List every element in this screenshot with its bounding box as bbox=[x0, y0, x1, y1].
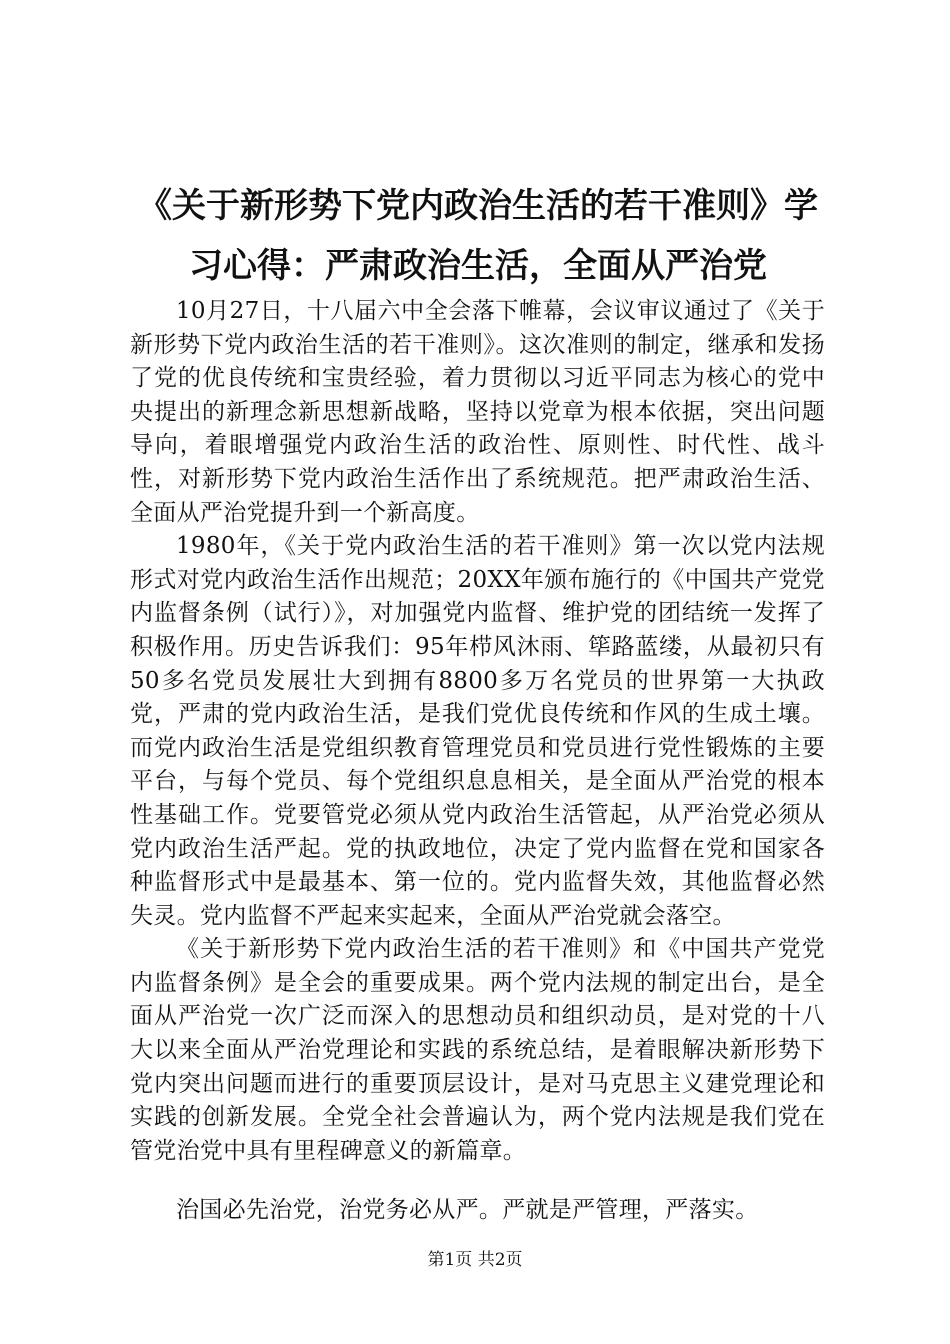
paragraph-1: 10月27日，十八届六中全会落下帷幕，会议审议通过了《关于新形势下党内政治生活的若干准则》。这次准则的制定，继承和发扬了党的优良传统和宝贵经验，着力贯彻以习近平同志为核心的党中央提出的新理念新思想新战略，坚持以党章为根本依据，突出问题导向，着眼增强党内政治生活的政治性、原则性、时代性、战斗性，对新形势下党内政治生活作出了系统规范。把严肃政治生活、全面从严治党提升到一个新高度。 bbox=[130, 298, 825, 526]
paragraph-3: 《关于新形势下党内政治生活的若干准则》和《中国共产党党内监督条例》是全会的重要成果。两个党内法规的制定出台，是全面从严治党一次广泛而深入的思想动员和组织动员，是对党的十八大以来全面从严治党理论和实践的系统总结，是着眼解决新形势下党内突出问题而进行的重要顶层设计，是对马克思主义建党理论和实践的创新发展。全党全社会普遍认为，两个党内法规是我们党在管党治党中具有里程碑意义的新篇章。 bbox=[130, 936, 825, 1164]
document-title: 《关于新形势下党内政治生活的若干准则》学习心得：严肃政治生活，全面从严治党 bbox=[138, 186, 818, 286]
page-number-footer: 第1页 共2页 bbox=[427, 1250, 523, 1270]
paragraph-4: 治国必先治党，治党务必从严。严就是严管理，严落实。 bbox=[176, 1197, 759, 1224]
document-body bbox=[130, 295, 825, 1228]
paragraph-2: 1980年，《关于党内政治生活的若干准则》第一次以党内法规形式对党内政治生活作出规范；20XX年颁布施行的《中国共产党党内监督条例（试行）》，对加强党内监督、维护党的团结统一发挥了积极作用。历史告诉我们：95年栉风沐雨、筚路蓝缕，从最初只有50多名党员发展壮大到拥有8800多万名党员的世界第一大执政党，严肃的党内政治生活，是我们党优良传统和作风的生成土壤。而党内政治生活是党组织教育管理党员和党员进行党性锻炼的主要平台，与每个党员、每个党组织息息相关，是全面从严治党的根本性基础工作。党要管党必须从党内政治生活管起，从严治党必须从党内政治生活严起。党的执政地位，决定了党内监督在党和国家各种监督形式中是最基本、第一位的。党内监督失效，其他监督必然失灵。党内监督不严起来实起来，全面从严治党就会落空。 bbox=[130, 533, 825, 929]
